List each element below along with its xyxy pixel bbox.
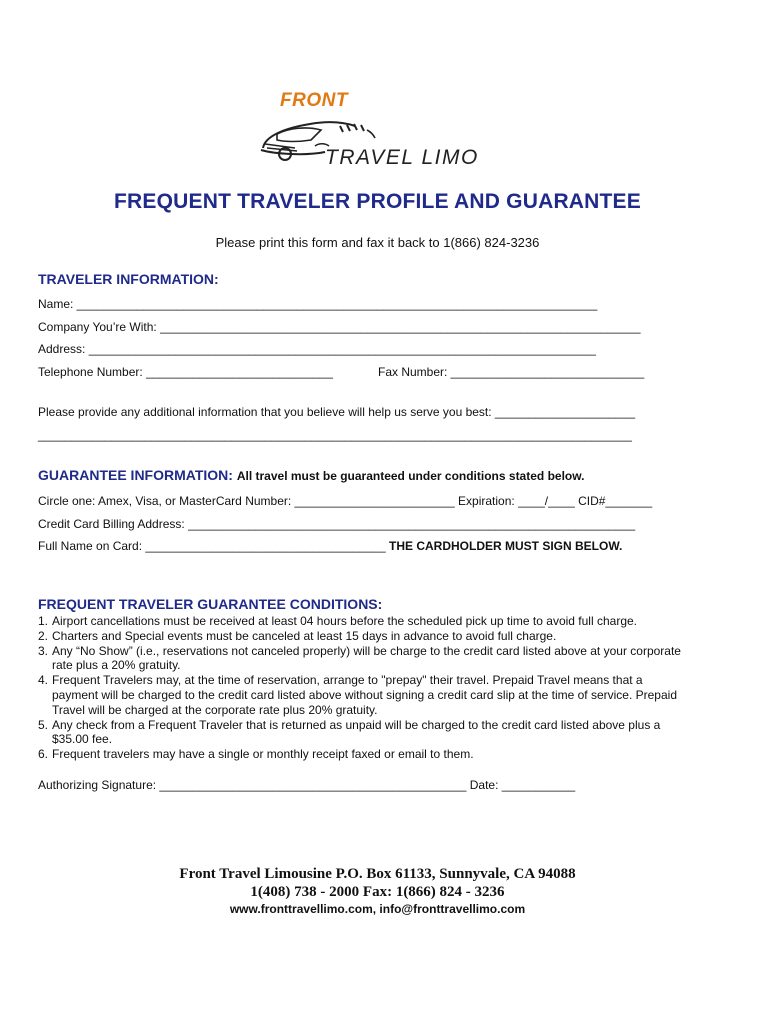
company-logo <box>255 88 500 173</box>
condition-text: Frequent travelers may have a single or monthly receipt faxed or email to them. <box>52 747 474 762</box>
authorizing-signature-field: Authorizing Signature: ______________________________________________ Date: ___________ <box>38 778 576 792</box>
condition-item <box>38 644 688 674</box>
footer-address: Front Travel Limousine P.O. Box 61133, Sunnyvale, CA 94088 <box>179 866 576 882</box>
condition-item <box>38 629 688 644</box>
condition-item <box>38 718 688 748</box>
address-field: Address: ____________________________________________________________________________ <box>38 342 596 356</box>
guarantee-info-heading <box>38 467 584 483</box>
logo-word-travel-limo: TRAVEL LIMO <box>325 146 479 169</box>
condition-item <box>38 747 688 762</box>
guarantee-heading-text: GUARANTEE INFORMATION: <box>38 467 233 483</box>
condition-text: Frequent Travelers may, at the time of reservation, arrange to "prepay" their travel. Prepaid Travel means that a payment will be charged to the credit card listed above without signing a credit card slip at the time of service. Prepaid Travel will be charged at the corporate rate plus 20% gratuity. <box>52 673 677 717</box>
condition-number: 5. <box>38 717 49 732</box>
fax-instruction: Please print this form and fax it back to 1(866) 824-3236 <box>215 235 540 250</box>
condition-text: Any check from a Frequent Traveler that is returned as unpaid will be charged to the credit card listed above plus a $35.00 fee. <box>52 717 661 747</box>
condition-number: 6. <box>38 747 49 762</box>
footer-phones: 1(408) 738 - 2000 Fax: 1(866) 824 - 3236 <box>250 884 505 900</box>
conditions-list <box>38 614 688 762</box>
additional-info-field: Please provide any additional information that you believe will help us serve you best: _____________________ <box>38 405 636 419</box>
name-on-card-label: Full Name on Card: ____________________________________ <box>38 539 386 553</box>
telephone-field: Telephone Number: ____________________________ <box>38 365 333 379</box>
company-field: Company You’re With: ________________________________________________________________________ <box>38 320 641 334</box>
condition-text: Airport cancellations must be received at least 04 hours before the scheduled pick up time to avoid full charge. <box>52 614 637 628</box>
condition-text: Charters and Special events must be canceled at least 15 days in advance to avoid full charge. <box>52 628 557 643</box>
logo-word-front: FRONT <box>280 90 348 111</box>
page-title: FREQUENT TRAVELER PROFILE AND GUARANTEE <box>114 190 641 213</box>
billing-address-field: Credit Card Billing Address: ___________________________________________________________________ <box>38 517 636 531</box>
condition-number: 2. <box>38 628 49 643</box>
cardholder-sign-notice: THE CARDHOLDER MUST SIGN BELOW. <box>388 539 623 553</box>
condition-number: 1. <box>38 614 49 628</box>
guarantee-note: All travel must be guaranteed under conditions stated below. <box>236 469 585 483</box>
footer-web: www.fronttravellimo.com, info@fronttravellimo.com <box>229 902 526 916</box>
name-on-card-field <box>38 539 622 553</box>
condition-number: 4. <box>38 673 49 688</box>
traveler-info-heading: TRAVELER INFORMATION: <box>38 271 219 287</box>
conditions-heading: FREQUENT TRAVELER GUARANTEE CONDITIONS: <box>38 596 383 612</box>
card-number-field: Circle one: Amex, Visa, or MasterCard Number: ________________________ Expiration: ____/____ CID#_______ <box>38 494 653 508</box>
condition-number: 3. <box>38 643 49 658</box>
fax-field: Fax Number: _____________________________ <box>378 365 645 379</box>
condition-item <box>38 673 688 717</box>
condition-item <box>38 614 688 629</box>
additional-info-line: _________________________________________________________________________________________ <box>38 428 632 442</box>
name-field: Name: ______________________________________________________________________________ <box>38 297 598 311</box>
condition-text: Any “No Show” (i.e., reservations not canceled properly) will be charge to the credit card listed above at your corporate rate plus a 20% gratuity. <box>52 643 681 673</box>
